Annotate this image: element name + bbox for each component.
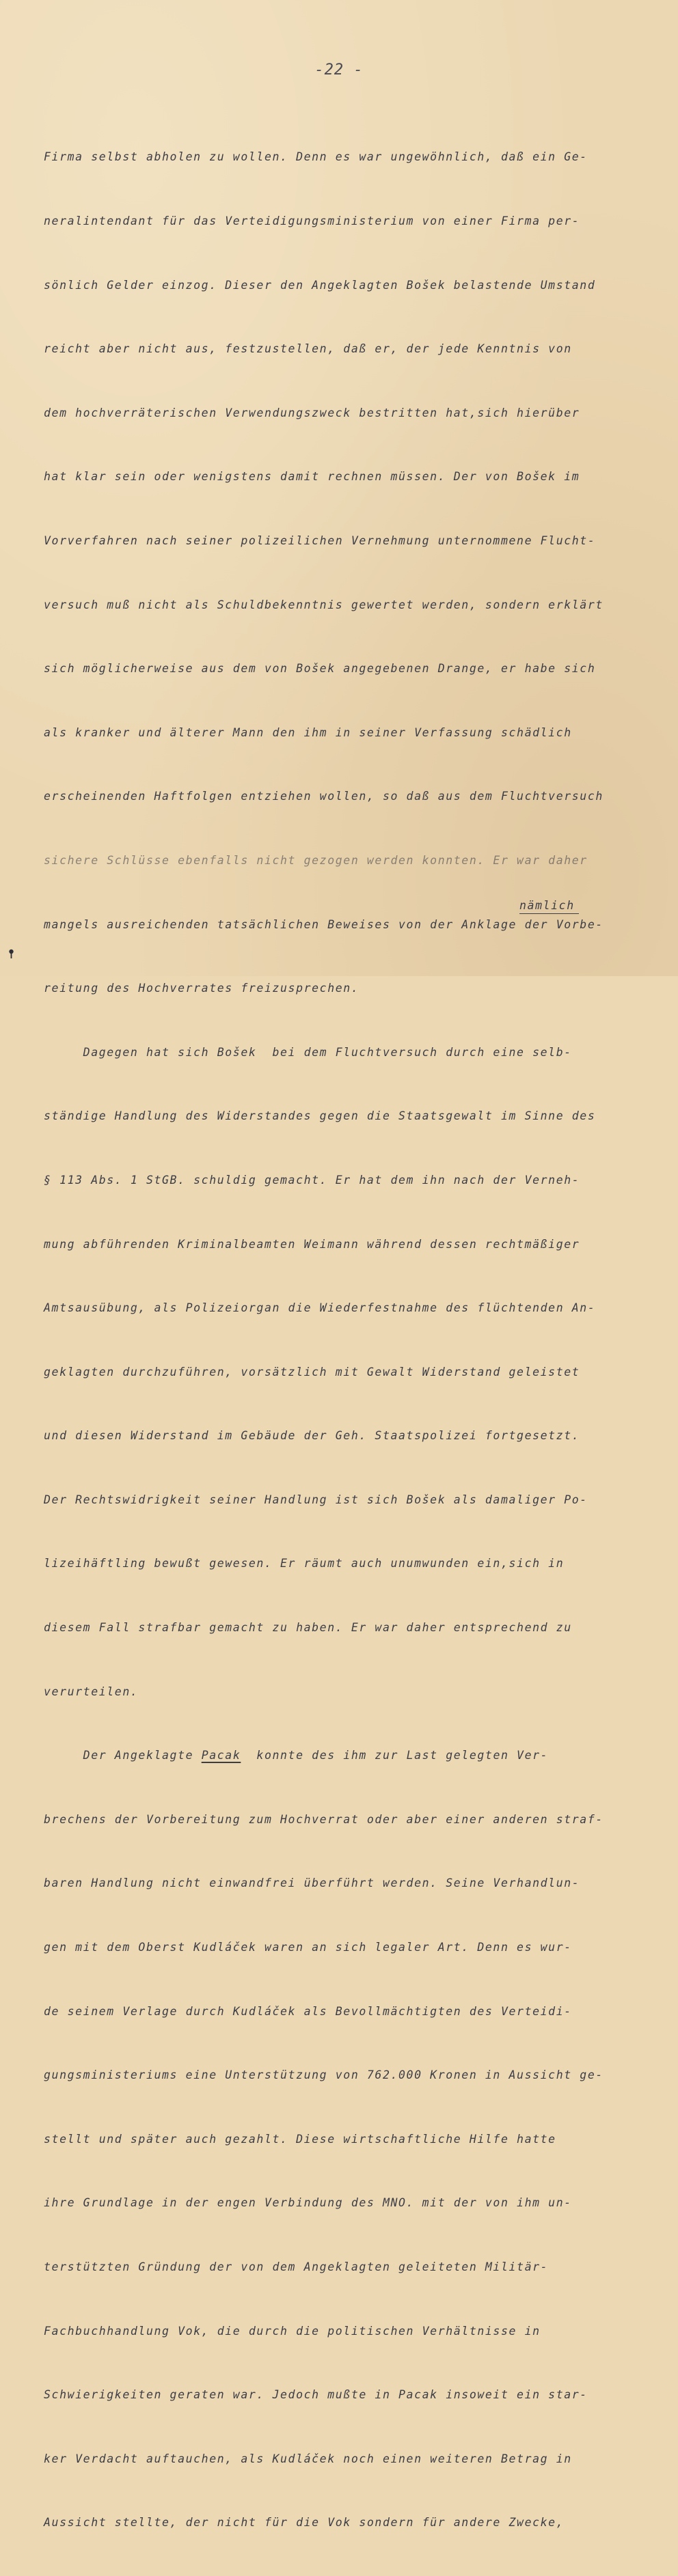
paragraph-start-line <box>44 1745 659 1766</box>
text-line: reitung des Hochverrates freizusprechen. <box>44 982 360 995</box>
catchword: nämlich <box>519 899 579 914</box>
text-line: ihre Grundlage in der engen Verbindung des MNO. mit der von ihm un- <box>44 2196 572 2210</box>
text-line: § 113 Abs. 1 StGB. schuldig gemacht. Er hat dem ihn nach der Verneh- <box>44 1173 580 1187</box>
body-text <box>44 104 659 2576</box>
paragraph-start-line: Dagegen hat sich Bošek bei dem Fluchtversuch durch eine selb- <box>44 1045 572 1059</box>
text-line: Firma selbst abholen zu wollen. Denn es war ungewöhnlich, daß ein Ge- <box>44 150 588 164</box>
text-line: stellt und später auch gezahlt. Diese wirtschaftliche Hilfe hatte <box>44 2132 556 2146</box>
text-line: reicht aber nicht aus, festzustellen, daß er, der jede Kenntnis von <box>44 342 572 356</box>
text-line: Aussicht stellte, der nicht für die Vok sondern für andere Zwecke, <box>44 2516 565 2530</box>
text-line: verurteilen. <box>44 1685 139 1698</box>
text-line: diesem Fall strafbar gemacht zu haben. Er war daher entsprechend zu <box>44 1621 572 1635</box>
text-line: sönlich Gelder einzog. Dieser den Angeklagten Bošek belastende Umstand <box>44 278 596 292</box>
text-line: neralintendant für das Verteidigungsministerium von einer Firma per- <box>44 214 580 227</box>
text-line: Amtsausübung, als Polizeiorgan die Wiederfestnahme des flüchtenden An- <box>44 1301 596 1315</box>
text-line: gungsministeriums eine Unterstützung von 762.000 Kronen in Aussicht ge- <box>44 2068 604 2082</box>
text-line: brechens der Vorbereitung zum Hochverrat oder aber einer anderen straf- <box>44 1812 604 1826</box>
text-line: hat klar sein oder wenigstens damit rechnen müssen. Der von Bošek im <box>44 470 580 484</box>
page-number: -22 - <box>314 61 364 79</box>
text-line: Fachbuchhandlung Vok, die durch die politischen Verhältnisse in <box>44 2324 541 2338</box>
text-line: und diesen Widerstand im Gebäude der Geh. Staatspolizei fortgesetzt. <box>44 1429 580 1443</box>
text-segment: Der Angeklagte <box>44 1749 202 1762</box>
text-line: baren Handlung nicht einwandfrei überführt werden. Seine Verhandlun- <box>44 1876 580 1890</box>
text-line: Vorverfahren nach seiner polizeilichen Vernehmung unternommene Flucht- <box>44 534 596 547</box>
text-line: terstützten Gründung der von dem Angeklagten geleiteten Militär- <box>44 2260 549 2273</box>
ink-mark-icon <box>8 948 14 959</box>
text-line: versuch muß nicht als Schuldbekenntnis gewertet werden, sondern erklärt <box>44 598 604 611</box>
text-line: erscheinenden Haftfolgen entziehen wollen, so daß aus dem Fluchtversuch <box>44 790 604 803</box>
text-line: de seinem Verlage durch Kudláček als Bevollmächtigten des Verteidi- <box>44 2004 572 2018</box>
text-line: lizeihäftling bewußt gewesen. Er räumt auch unumwunden ein,sich in <box>44 1557 565 1570</box>
text-segment: konnte des ihm zur Last gelegten Ver- <box>241 1749 549 1762</box>
text-line: sich möglicherweise aus dem von Bošek angegebenen Drange, er habe sich <box>44 662 596 676</box>
text-line: dem hochverräterischen Verwendungszweck bestritten hat,sich hierüber <box>44 406 580 419</box>
text-line: Schwierigkeiten geraten war. Jedoch mußte in Pacak insoweit ein star- <box>44 2388 588 2402</box>
text-line: Der Rechtswidrigkeit seiner Handlung ist sich Bošek als damaliger Po- <box>44 1493 588 1506</box>
text-line: ker Verdacht auftauchen, als Kudláček noch einen weiteren Betrag in <box>44 2452 572 2465</box>
defendant-name-underlined: Pacak <box>201 1749 241 1762</box>
text-line-faded: sichere Schlüsse ebenfalls nicht gezogen werden konnten. Er war daher <box>44 853 588 867</box>
text-line: gen mit dem Oberst Kudláček waren an sich legaler Art. Denn es wur- <box>44 1941 572 1954</box>
text-line: als kranker und älterer Mann den ihm in seiner Verfassung schädlich <box>44 725 572 739</box>
text-line: geklagten durchzuführen, vorsätzlich mit Gewalt Widerstand geleistet <box>44 1365 580 1379</box>
text-line: ständige Handlung des Widerstandes gegen die Staatsgewalt im Sinne des <box>44 1109 596 1123</box>
text-line: mung abführenden Kriminalbeamten Weimann während dessen rechtmäßiger <box>44 1237 580 1251</box>
text-line: mangels ausreichenden tatsächlichen Beweises von der Anklage der Vorbe- <box>44 917 604 931</box>
